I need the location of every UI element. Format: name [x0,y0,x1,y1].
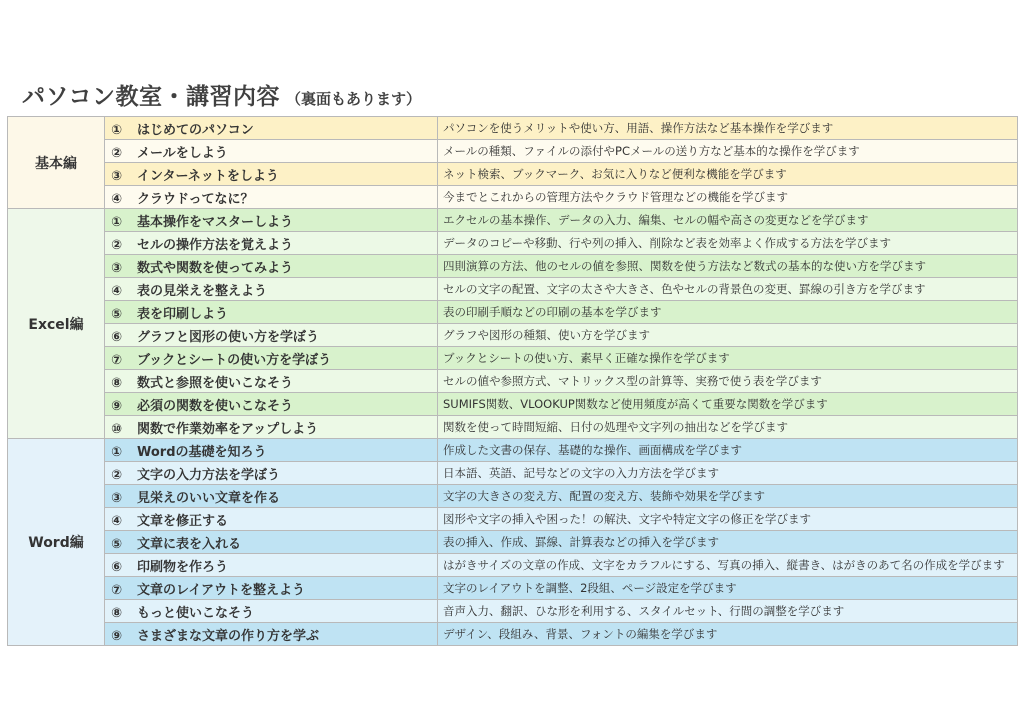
table-row [8,462,1018,485]
lesson-number: ③ [111,490,123,506]
lesson-title-cell [105,117,438,140]
lesson-number: ⑨ [111,398,123,414]
lesson-title-cell [105,255,438,278]
table-row [8,554,1018,577]
lesson-title-cell [105,232,438,255]
lesson-description: 関数を使って時間短縮、日付の処理や文字列の抽出などを学びます [438,416,1018,439]
lesson-description: グラフや図形の種類、使い方を学びます [438,324,1018,347]
lesson-title-cell [105,278,438,301]
lesson-description: ブックとシートの使い方、素早く正確な操作を学びます [438,347,1018,370]
table-row [8,255,1018,278]
table-row [8,370,1018,393]
lesson-number: ⑨ [111,628,123,644]
section-label: Word編 [8,439,105,646]
lesson-title-cell [105,508,438,531]
table-row [8,209,1018,232]
lesson-title-cell [105,600,438,623]
table-row [8,416,1018,439]
lesson-title: Wordの基礎を知ろう [137,444,267,460]
lesson-description: セルの文字の配置、文字の太さや大きさ、色やセルの背景色の変更、罫線の引き方を学びます [438,278,1018,301]
table-row [8,439,1018,462]
lesson-title-cell [105,439,438,462]
table-row [8,577,1018,600]
lesson-number: ④ [111,283,123,299]
table-row [8,623,1018,646]
table-row [8,600,1018,623]
lesson-title: 文字の入力方法を学ぼう [137,467,281,483]
lesson-title-cell [105,209,438,232]
lesson-title: 印刷物を作ろう [137,559,229,575]
curriculum-table [7,116,1018,646]
lesson-title-cell [105,393,438,416]
lesson-description: 作成した文書の保存、基礎的な操作、画面構成を学びます [438,439,1018,462]
lesson-title-cell [105,623,438,646]
table-row [8,485,1018,508]
section-label: Excel編 [8,209,105,439]
lesson-number: ② [111,145,123,161]
table-row [8,347,1018,370]
lesson-description: ネット検索、ブックマーク、お気に入りなど便利な機能を学びます [438,163,1018,186]
lesson-number: ① [111,122,123,138]
lesson-title: インターネットをしよう [137,168,279,184]
lesson-title: 基本操作をマスターしよう [137,214,294,230]
table-row [8,508,1018,531]
lesson-title-cell [105,140,438,163]
lesson-title: 文章を修正する [137,513,229,529]
lesson-description: 表の印刷手順などの印刷の基本を学びます [438,301,1018,324]
lesson-number: ⑦ [111,352,123,368]
lesson-title: メールをしよう [137,145,228,161]
lesson-number: ② [111,467,123,483]
lesson-description: エクセルの基本操作、データの入力、編集、セルの幅や高さの変更などを学びます [438,209,1018,232]
table-row [8,301,1018,324]
lesson-number: ⑦ [111,582,123,598]
lesson-number: ⑤ [111,536,123,552]
page-subtitle: （裏面もあります） [286,90,422,108]
lesson-number: ② [111,237,123,253]
lesson-description: セルの値や参照方式、マトリックス型の計算等、実務で使う表を学びます [438,370,1018,393]
lesson-title: もっと使いこなそう [137,605,255,621]
page-title: パソコン教室・講習内容 [22,84,281,110]
lesson-title-cell [105,462,438,485]
lesson-number: ④ [111,191,123,207]
lesson-title-cell [105,531,438,554]
lesson-title-cell [105,301,438,324]
table-row [8,232,1018,255]
table-row [8,393,1018,416]
table-row [8,117,1018,140]
lesson-description: 文字のレイアウトを調整、2段組、ページ設定を学びます [438,577,1018,600]
lesson-description: SUMIFS関数、VLOOKUP関数など使用頻度が高くて重要な関数を学びます [438,393,1018,416]
lesson-description: 図形や文字の挿入や困った！の解決、文字や特定文字の修正を学びます [438,508,1018,531]
table-row [8,163,1018,186]
lesson-number: ⑥ [111,329,123,345]
lesson-description: 表の挿入、作成、罫線、計算表などの挿入を学びます [438,531,1018,554]
lesson-title: 文章に表を入れる [137,536,242,552]
lesson-description: 四則演算の方法、他のセルの値を参照、関数を使う方法など数式の基本的な使い方を学びます [438,255,1018,278]
lesson-title: はじめてのパソコン [137,122,254,138]
lesson-description: データのコピーや移動、行や列の挿入、削除など表を効率よく作成する方法を学びます [438,232,1018,255]
curriculum-table-body [8,117,1018,646]
lesson-description: 今までとこれからの管理方法やクラウド管理などの機能を学びます [438,186,1018,209]
lesson-number: ① [111,444,123,460]
lesson-title-cell [105,186,438,209]
lesson-number: ⑩ [111,421,123,437]
lesson-title-cell [105,370,438,393]
lesson-description: パソコンを使うメリットや使い方、用語、操作方法など基本操作を学びます [438,117,1018,140]
lesson-title: 見栄えのいい文章を作る [137,490,281,506]
lesson-title-cell [105,163,438,186]
lesson-number: ⑧ [111,605,123,621]
page-header [22,78,421,112]
lesson-title-cell [105,324,438,347]
lesson-description: はがきサイズの文章の作成、文字をカラフルにする、写真の挿入、縦書き、はがきのあて名の作成を学びます [438,554,1018,577]
lesson-title: 関数で作業効率をアップしよう [137,421,319,437]
table-row [8,531,1018,554]
table-row [8,324,1018,347]
lesson-title: ブックとシートの使い方を学ぼう [137,352,332,368]
lesson-number: ④ [111,513,123,529]
lesson-number: ③ [111,260,123,276]
lesson-title: 表の見栄えを整えよう [137,283,268,299]
lesson-title: クラウドってなに？ [137,191,254,207]
lesson-number: ① [111,214,123,230]
lesson-title: セルの操作方法を覚えよう [137,237,294,253]
lesson-title: 数式や関数を使ってみよう [137,260,294,276]
table-row [8,140,1018,163]
lesson-number: ⑧ [111,375,123,391]
lesson-description: 文字の大きさの変え方、配置の変え方、装飾や効果を学びます [438,485,1018,508]
table-row [8,186,1018,209]
lesson-description: 日本語、英語、記号などの文字の入力方法を学びます [438,462,1018,485]
lesson-title-cell [105,554,438,577]
lesson-title: 必須の関数を使いこなそう [137,398,294,414]
table-row [8,278,1018,301]
lesson-number: ③ [111,168,123,184]
lesson-title-cell [105,577,438,600]
lesson-title: さまざまな文章の作り方を学ぶ [137,628,320,644]
section-label: 基本編 [8,117,105,209]
lesson-title: 文章のレイアウトを整えよう [137,582,305,598]
lesson-title: 数式と参照を使いこなそう [137,375,294,391]
lesson-title-cell [105,485,438,508]
lesson-title-cell [105,416,438,439]
lesson-title: グラフと図形の使い方を学ぼう [137,329,320,345]
lesson-description: デザイン、段組み、背景、フォントの編集を学びます [438,623,1018,646]
lesson-number: ⑥ [111,559,123,575]
lesson-description: メールの種類、ファイルの添付やPCメールの送り方など基本的な操作を学びます [438,140,1018,163]
lesson-title: 表を印刷しよう [137,306,229,322]
lesson-title-cell [105,347,438,370]
lesson-description: 音声入力、翻訳、ひな形を利用する、スタイルセット、行間の調整を学びます [438,600,1018,623]
lesson-number: ⑤ [111,306,123,322]
